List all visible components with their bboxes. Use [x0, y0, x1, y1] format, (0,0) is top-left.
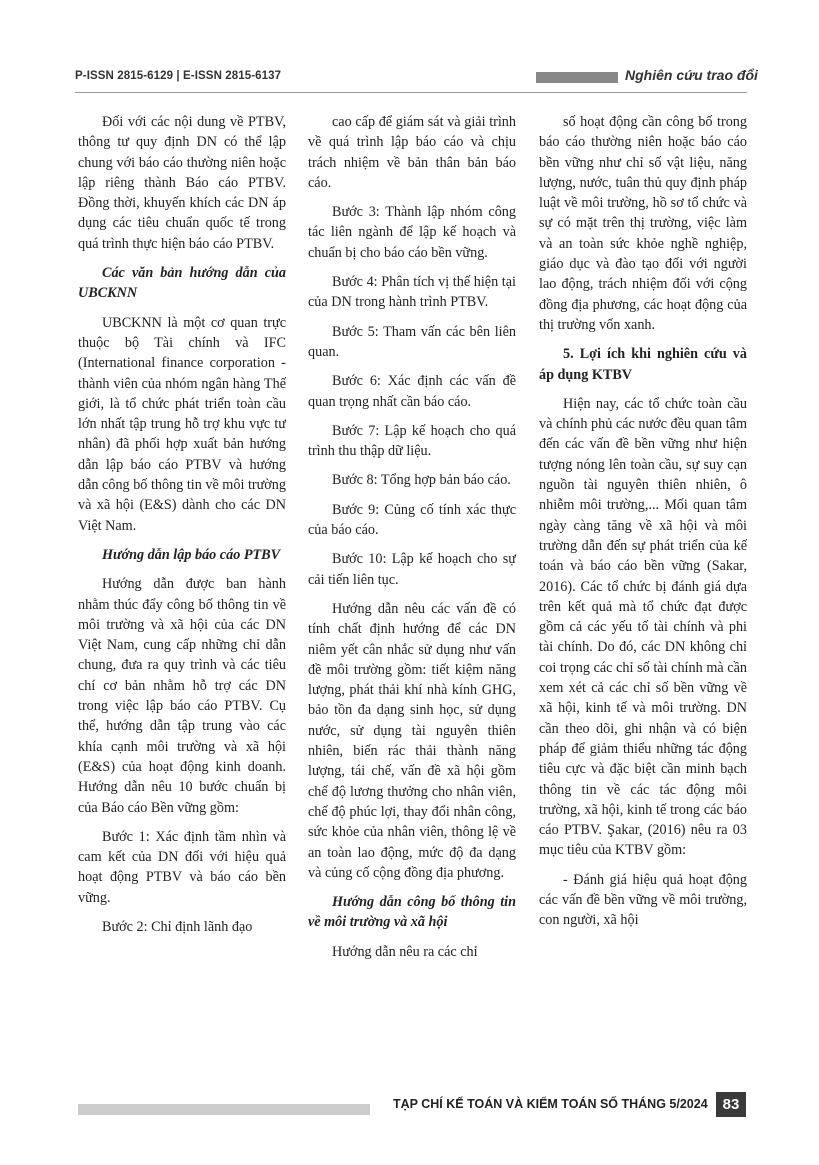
subheading: Các văn bản hướng dẫn của UBCKNN	[78, 265, 286, 302]
paragraph: Bước 4: Phân tích vị thế hiện tại của DN trong hành trình PTBV.	[308, 274, 516, 311]
paragraph: Hướng dẫn nêu ra các chỉ	[332, 943, 478, 960]
paragraph: Bước 8: Tổng hợp bản báo cáo.	[332, 472, 511, 489]
paragraph: Bước 7: Lập kế hoạch cho quá trình thu thập dữ liệu.	[308, 422, 516, 460]
paragraph: Hiện nay, các tổ chức toàn cầu và chính phủ các nước đều quan tâm đến các vấn đề bền vững như hiện tượng nóng lên toàn cầu, sự suy cạn nguồn tài nguyên thiên nhiên, ô nhiễm môi trường,... Mối quan tâm ngày càng tăng về xã hội và môi trường dẫn đến sự phát triển của kế toán và báo cáo bền vững (Sakar, 2016). Các tổ chức bị đánh giá dựa trên kết quả mà tổ chức đạt được gồm cả các yếu tố tài chính và phi tài chính. Do đó, các DN không chỉ coi trọng các chỉ số tài chính mà cần xem xét cả các chỉ số bền vững về xã hội, kinh tế và môi trường. DN cần theo dõi, ghi nhận và có biện pháp để giảm thiểu những tác động tiêu cực và đặc biệt cần minh bạch thông tin về các tác động môi trường, xã hội, kinh tế trong các báo cáo PTBV. Şakar, (2016) nêu ra 03 mục tiêu của KTBV gồm:	[539, 395, 747, 859]
article-column-3	[539, 112, 747, 1112]
article-column-2	[308, 112, 516, 1112]
paragraph: Đối với các nội dung về PTBV, thông tư quy định DN có thể lập chung với báo cáo thường niên hoặc lập riêng thành Báo cáo PTBV. Đồng thời, khuyến khích các DN áp dụng các tiêu chuẩn quốc tế trong quá trình thực hiện báo cáo PTBV.	[78, 114, 286, 252]
footer-accent-bar	[78, 1104, 370, 1115]
header-accent-bar	[536, 72, 618, 83]
header-rule	[75, 92, 747, 93]
issn-line: P-ISSN 2815-6129 | E-ISSN 2815-6137	[75, 70, 282, 82]
paragraph: số hoạt động cần công bố trong báo cáo thường niên hoặc báo cáo bền vững như chỉ số vật liệu, năng lượng, nước, tuân thủ quy định pháp luật về môi trường, hồ sơ tổ chức và sự có mặt trên thị trường, việc làm và an toàn sức khỏe nghề nghiệp, giáo dục và đào tạo đối với người lao động, trách nhiệm đối với cộng đồng địa phương, các hoạt động của thị trường vốn xanh.	[539, 114, 747, 333]
paragraph: Bước 2: Chỉ định lãnh đạo	[102, 918, 253, 935]
subheading: Hướng dẫn công bố thông tin về môi trường và xã hội	[308, 894, 516, 931]
paragraph: Bước 6: Xác định các vấn đề quan trọng nhất cần báo cáo.	[308, 373, 516, 410]
paragraph: Hướng dẫn nêu các vấn đề có tính chất định hướng để các DN niêm yết cân nhắc sử dụng như vấn đề môi trường gồm: tiết kiệm năng lượng, phát thải khí nhà kính GHG, bảo tồn đa dạng sinh học, sử dụng nước, sử dụng tài nguyên thiên nhiên, biến rác thải thành năng lượng, tái chế, vấn đề xã hội gồm chế độ lương thưởng cho nhân viên, chế độ phúc lợi, thay đổi nhân công, sức khỏe của nhân viên, thông lệ về an toàn lao động, mức độ đa dạng và củng cố cộng đồng địa phương.	[308, 600, 516, 881]
paragraph: cao cấp để giám sát và giải trình về quá trình lập báo cáo và chịu trách nhiệm về bản thân bản báo cáo.	[308, 114, 516, 191]
page-number: 83	[716, 1092, 746, 1117]
paragraph: Bước 5: Tham vấn các bên liên quan.	[308, 323, 516, 360]
paragraph: Bước 3: Thành lập nhóm công tác liên ngành để lập kế hoạch và chuẩn bị cho báo cáo bền vững.	[308, 204, 516, 261]
paragraph: Bước 9: Củng cố tính xác thực của báo cáo.	[308, 501, 516, 539]
subheading: 5. Lợi ích khi nghiên cứu và áp dụng KTBV	[539, 346, 747, 383]
paragraph: Hướng dẫn được ban hành nhằm thúc đẩy công bố thông tin về môi trường và xã hội của các DN Việt Nam, cung cấp những chỉ dẫn chung, đưa ra quy trình và các tiêu chí cơ bản nhằm hỗ trợ các DN trong việc lập báo cáo PTBV. Cụ thể, hướng dẫn tập trung vào các khía cạnh môi trường và xã hội (E&S) của hoạt động kinh doanh. Hướng dẫn nêu 10 bước chuẩn bị của Báo cáo Bền vững gồm:	[78, 576, 286, 816]
paragraph: Bước 1: Xác định tầm nhìn và cam kết của DN đối với hiệu quả hoạt động PTBV và báo cáo bền vững.	[78, 828, 286, 906]
paragraph: UBCKNN là một cơ quan trực thuộc bộ Tài chính và IFC (International finance corporation - thành viên của nhóm ngân hàng Thế giới, là tổ chức phát triển toàn cầu lớn nhất tập trung hỗ trợ khu vực tư nhân) đã phối hợp xuất bản hướng dẫn lập báo cáo PTBV và hướng dẫn công bố thông tin về môi trường và xã hội (E&S) dành cho các DN Việt Nam.	[78, 314, 286, 534]
journal-name: TẠP CHÍ KẾ TOÁN VÀ KIỂM TOÁN SỐ THÁNG 5/2024	[393, 1097, 708, 1111]
section-title: Nghiên cứu trao đổi	[625, 67, 758, 83]
article-column-1	[78, 112, 286, 1112]
subheading: Hướng dẫn lập báo cáo PTBV	[102, 546, 281, 563]
paragraph: Bước 10: Lập kế hoạch cho sự cải tiến liên tục.	[308, 551, 516, 588]
paragraph: - Đánh giá hiệu quả hoạt động các vấn đề bền vững về môi trường, con người, xã hội	[539, 871, 747, 929]
